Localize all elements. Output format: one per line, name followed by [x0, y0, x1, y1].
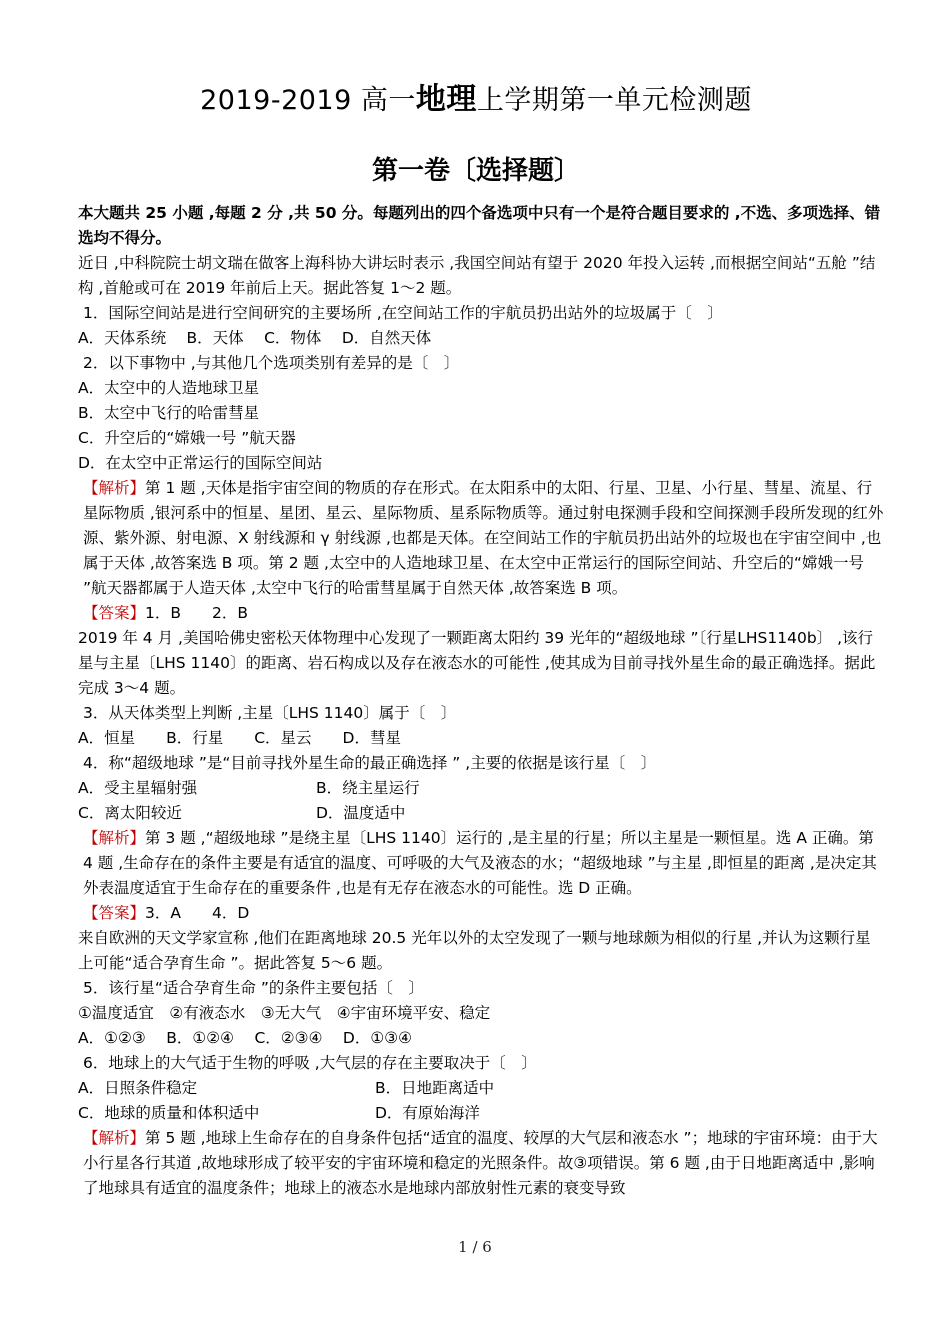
question-1: 1．国际空间站是进行空间研究的主要场所 ,在空间站工作的宇航员扔出站外的垃圾属于〔 〕	[83, 304, 723, 322]
question-2-option-b: B．太空中飞行的哈雷彗星	[78, 404, 260, 422]
document-title: 2019-2019 高一地理上学期第一单元检测题	[200, 82, 752, 117]
question-3-options: A．恒星 B．行星 C．星云 D．彗星	[78, 729, 401, 747]
analysis-label: 【解析】	[83, 829, 146, 847]
analysis-2: 【解析】第 3 题 ,“超级地球 ”是绕主星〔LHS 1140〕运行的 ,是主星的行星；所以主星是一颗恒星。选 A 正确。第 4 题 ,生命存在的条件主要是有适宜的温度、可呼吸的大气及液态的水；“超级地球 ”与主星 ,即恒星的距离 ,是决定其外表温度适宜于生命存在的重要条件 ,也是有无存在液态水的可能性。选 D 正确。	[83, 829, 877, 897]
question-2-option-a: A．太空中的人造地球卫星	[78, 379, 260, 397]
question-6: 6．地球上的大气适于生物的呼吸 ,大气层的存在主要取决于〔 〕	[83, 1054, 537, 1072]
answer-1: 【答案】1．B 2．B	[83, 604, 249, 622]
section-title: 第一卷〔选择题〕	[371, 156, 580, 186]
question-5: 5．该行星“适合孕育生命 ”的条件主要包括〔 〕	[83, 979, 424, 997]
question-5-options: A．①②③ B．①②④ C．②③④ D．①③④	[78, 1029, 413, 1047]
answer-label: 【答案】	[83, 904, 146, 922]
question-4-options-row-1: A．受主星辐射强 B．绕主星运行	[78, 779, 420, 797]
question-1-options: A．天体系统 B．天体 C．物体 D．自然天体	[78, 329, 432, 347]
analysis-1: 【解析】第 1 题 ,天体是指宇宙空间的物质的存在形式。在太阳系中的太阳、行星、卫星、小行星、彗星、流星、行星际物质 ,银河系中的恒星、星团、星云、星际物质、星系际物质等。通过射电探测手段和空间探测手段所发现的红外源、紫外源、射电源、X 射线源和 γ 射线源 ,也都是天体。在空间站工作的宇航员扔出站外的垃圾也在宇宙空间中 ,也属于天体 ,故答案选 B 项。第 2 题 ,太空中的人造地球卫星、在太空中正常运行的国际空间站、升空后的“嫦娥一号 ”航天器都属于人造天体 ,太空中飞行的哈雷彗星属于自然天体 ,故答案选 B 项。	[83, 479, 884, 597]
question-2-option-d: D．在太空中正常运行的国际空间站	[78, 454, 323, 472]
passage-3: 来自欧洲的天文学家宣称 ,他们在距离地球 20.5 光年以外的太空发现了一颗与地球颇为相似的行星 ,并认为这颗行星上可能“适合孕育生命 ”。据此答复 5～6 题。	[78, 929, 871, 972]
question-6-options-row-2: C．地球的质量和体积适中 D．有原始海洋	[78, 1104, 480, 1122]
instructions: 本大题共 25 小题 ,每题 2 分 ,共 50 分。每题列出的四个备选项中只有一个是符合题目要求的 ,不选、多项选择、错选均不得分。	[78, 204, 881, 247]
question-4: 4．称“超级地球 ”是“目前寻找外星生命的最正确选择 ” ,主要的依据是该行星〔 〕	[83, 754, 657, 772]
document-page	[66, 80, 886, 1201]
question-2-option-c: C．升空后的“嫦娥一号 ”航天器	[78, 429, 296, 447]
analysis-3: 【解析】第 5 题 ,地球上生命存在的自身条件包括“适宜的温度、较厚的大气层和液态水 ”；地球的宇宙环境：由于大小行星各行其道 ,故地球形成了较平安的宇宙环境和稳定的光照条件。故③项错误。第 6 题 ,由于日地距离适中 ,影响了地球具有适宜的温度条件；地球上的液态水是地球内部放射性元素的衰变导致	[83, 1129, 878, 1197]
question-4-options-row-2: C．离太阳较近 D．温度适中	[78, 804, 406, 822]
analysis-label: 【解析】	[83, 479, 146, 497]
question-2: 2．以下事物中 ,与其他几个选项类别有差异的是〔 〕	[83, 354, 460, 372]
passage-1: 近日 ,中科院院士胡文瑞在做客上海科协大讲坛时表示 ,我国空间站有望于 2020 年投入运转 ,而根据空间站“五舱 ”结构 ,首舱或可在 2019 年前后上天。据此答复 1～2 题。	[78, 254, 876, 297]
question-3: 3．从天体类型上判断 ,主星〔LHS 1140〕属于〔 〕	[83, 704, 457, 722]
question-6-options-row-1: A．日照条件稳定 B．日地距离适中	[78, 1079, 495, 1097]
passage-2: 2019 年 4 月 ,美国哈佛史密松天体物理中心发现了一颗距离太阳约 39 光年的“超级地球 ”〔行星LHS1140b〕 ,该行星与主星〔LHS 1140〕的距离、岩石构成以及存在液态水的可能性 ,使其成为目前寻找外星生命的最正确选择。据此完成 3～4 题。	[78, 629, 876, 697]
answer-2: 【答案】3．A 4．D	[83, 904, 250, 922]
page-number: 1 / 6	[458, 1238, 492, 1256]
answer-label: 【答案】	[83, 604, 146, 622]
analysis-label: 【解析】	[83, 1129, 146, 1147]
question-5-items: ①温度适宜 ②有液态水 ③无大气 ④宇宙环境平安、稳定	[78, 1004, 491, 1022]
